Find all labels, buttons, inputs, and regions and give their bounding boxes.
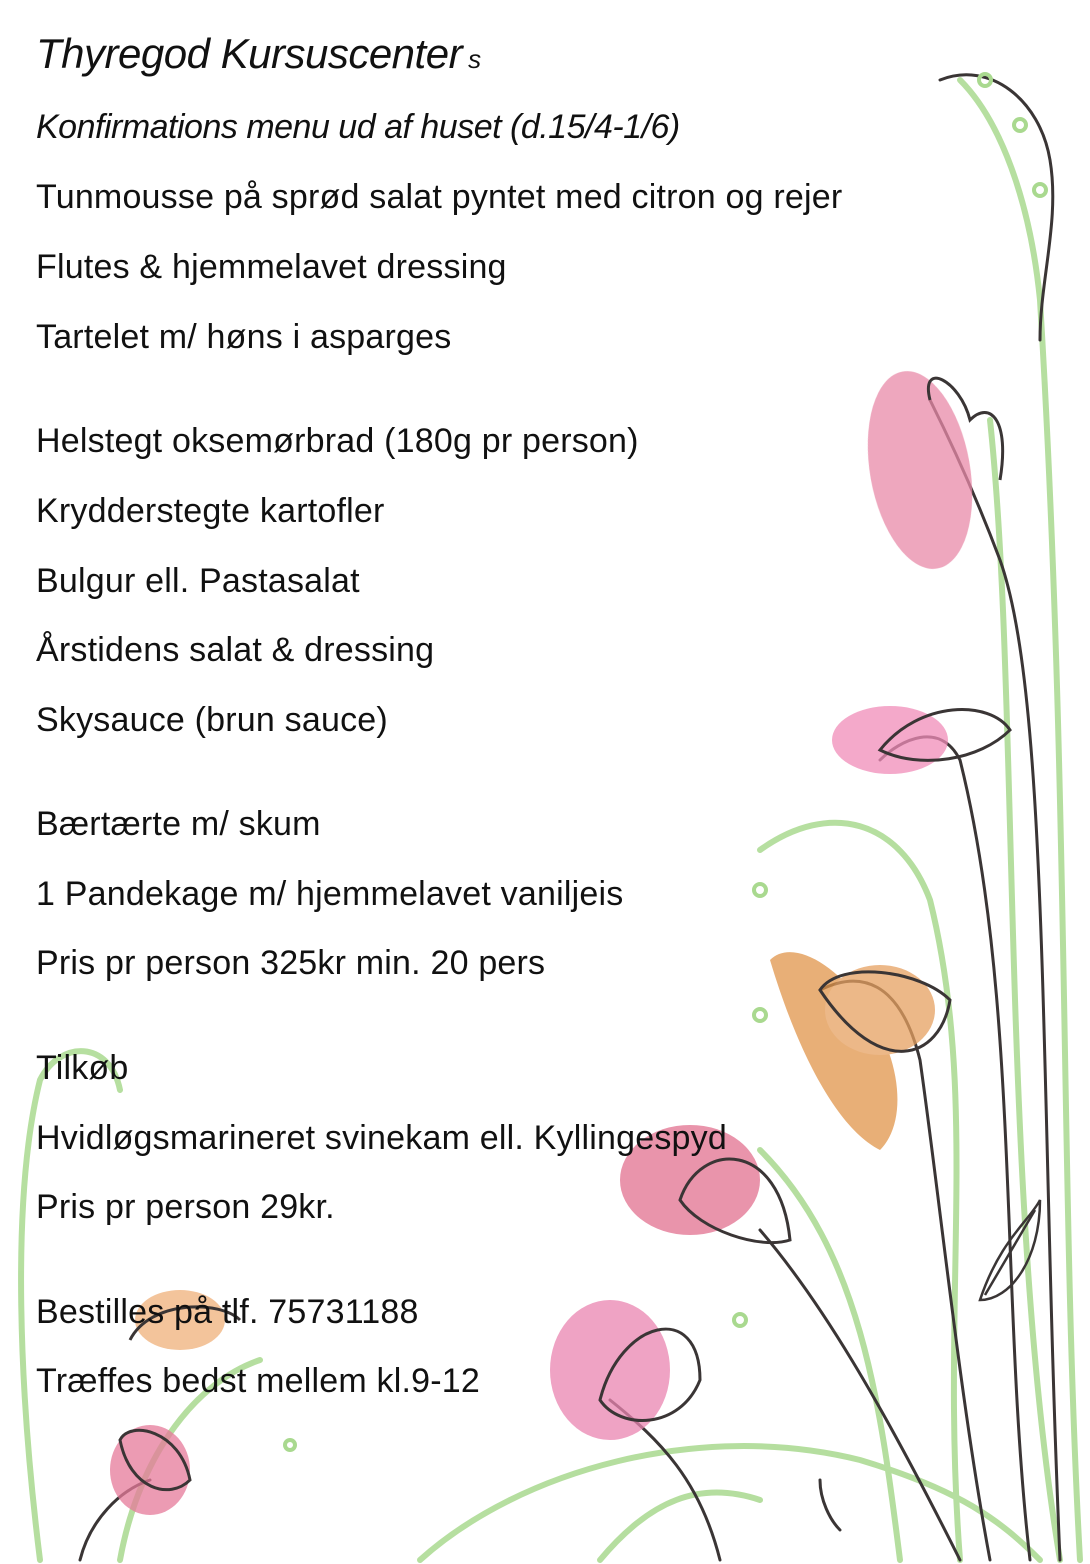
- order-phone: Bestilles på tlf. 75731188: [36, 1293, 419, 1331]
- venue-title: [36, 30, 481, 78]
- menu-item: Bærtærte m/ skum: [36, 805, 321, 843]
- addon-heading: Tilkøb: [36, 1049, 129, 1087]
- menu-item: Tartelet m/ høns i asparges: [36, 318, 452, 356]
- menu-item: Krydderstegte kartofler: [36, 492, 385, 530]
- venue-title-text: Thyregod Kursuscenter: [36, 30, 463, 77]
- menu-item: Flutes & hjemmelavet dressing: [36, 248, 507, 286]
- menu-item: Tunmousse på sprød salat pyntet med citron og rejer: [36, 178, 843, 216]
- contact-hours: Træffes bedst mellem kl.9-12: [36, 1362, 480, 1400]
- addon-price: Pris pr person 29kr.: [36, 1188, 335, 1226]
- menu-item: Bulgur ell. Pastasalat: [36, 562, 360, 600]
- menu-item: Helstegt oksemørbrad (180g pr person): [36, 422, 639, 460]
- menu-subtitle: Konfirmations menu ud af huset (d.15/4-1/6): [36, 108, 680, 146]
- menu-price: Pris pr person 325kr min. 20 pers: [36, 944, 546, 982]
- menu-item: 1 Pandekage m/ hjemmelavet vaniljeis: [36, 875, 624, 913]
- menu-item: Årstidens salat & dressing: [36, 631, 435, 669]
- menu-item: Skysauce (brun sauce): [36, 701, 388, 739]
- venue-title-suffix: s: [468, 44, 481, 74]
- addon-item: Hvidløgsmarineret svinekam ell. Kyllingespyd: [36, 1119, 727, 1157]
